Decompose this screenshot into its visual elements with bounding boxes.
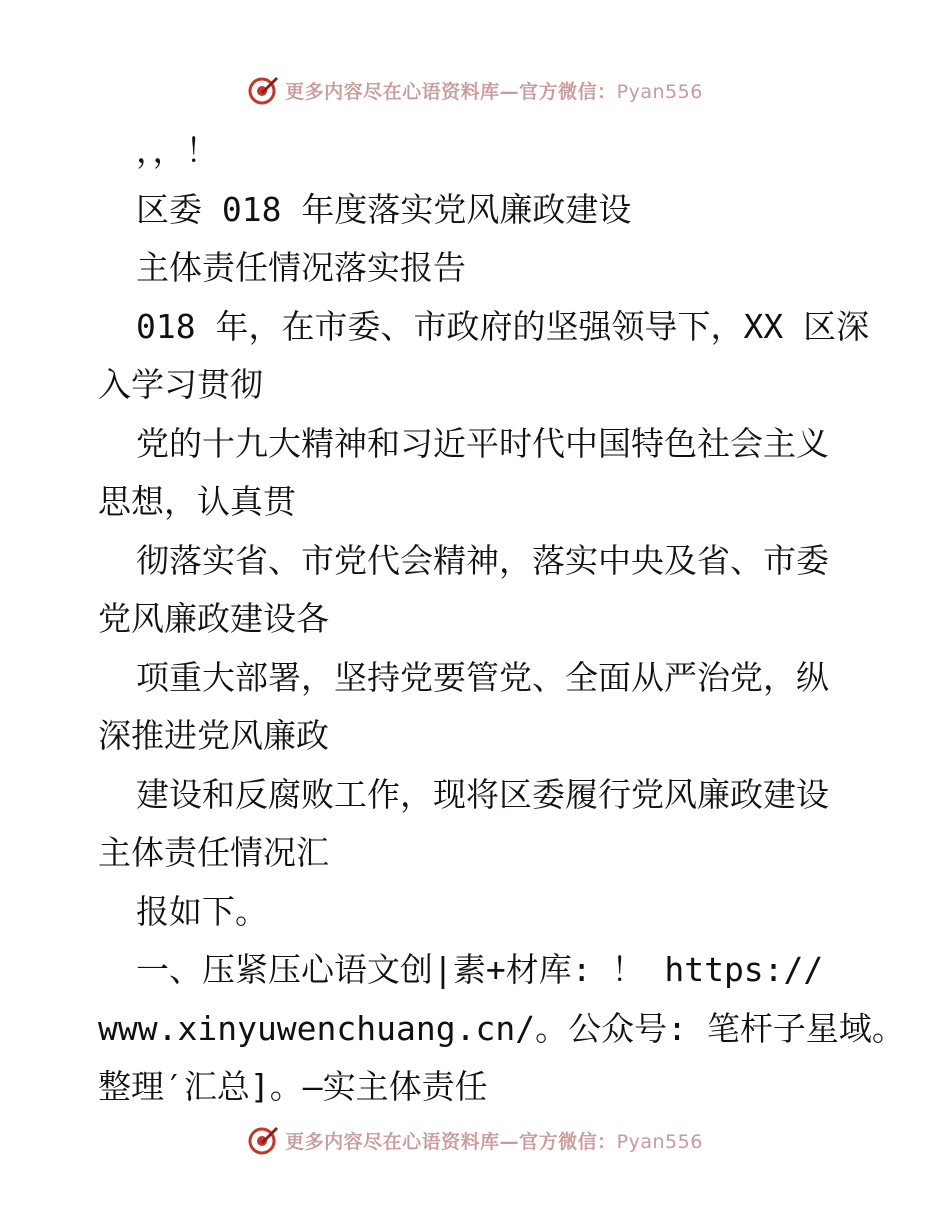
text-line: 思想，认真贯 — [98, 482, 296, 521]
text-line: 建设和反腐败工作，现将区委履行党风廉政建设 — [136, 774, 829, 814]
text-line: 党风廉政建设各 — [98, 599, 329, 638]
text-line: 区委 018 年度落实党风廉政建设 — [136, 189, 632, 229]
document-body — [98, 122, 905, 1117]
pen-logo-icon — [247, 1124, 279, 1156]
text-line: 主体责任情况落实报告 — [136, 248, 466, 287]
text-line: 深推进党风廉政 — [98, 716, 329, 755]
text-line: 项重大部署，坚持党要管党、全面从严治党，纵 — [136, 657, 829, 697]
text-line: 报如下。 — [136, 891, 268, 931]
text-line: 党的十九大精神和习近平时代中国特色社会主义 — [136, 423, 829, 463]
watermark-footer — [0, 1120, 950, 1160]
pen-logo-icon — [247, 74, 279, 106]
text-line: 彻落实省、市党代会精神，落实中央及省、市委 — [136, 540, 829, 580]
text-line: 主体责任情况汇 — [98, 833, 329, 872]
text-line: 整理′汇总]。—实主体责任 — [98, 1067, 488, 1106]
watermark-header — [0, 70, 950, 110]
text-line: www.xinyuwenchuang.cn/。公众号: 笔杆子星域。 — [98, 1008, 905, 1048]
watermark-text: 更多内容尽在心语资料库—官方微信：Pyan556 — [285, 80, 703, 103]
text-line: 018 年，在市委、市政府的坚强领导下，XX 区深 — [136, 306, 870, 346]
text-line: 入学习贯彻 — [98, 365, 263, 404]
text-line: ，，！ — [136, 131, 219, 170]
text-line: 一、压紧压心语文创|素+材库: ！ https:// — [136, 950, 824, 989]
watermark-text: 更多内容尽在心语资料库—官方微信：Pyan556 — [285, 1130, 703, 1153]
